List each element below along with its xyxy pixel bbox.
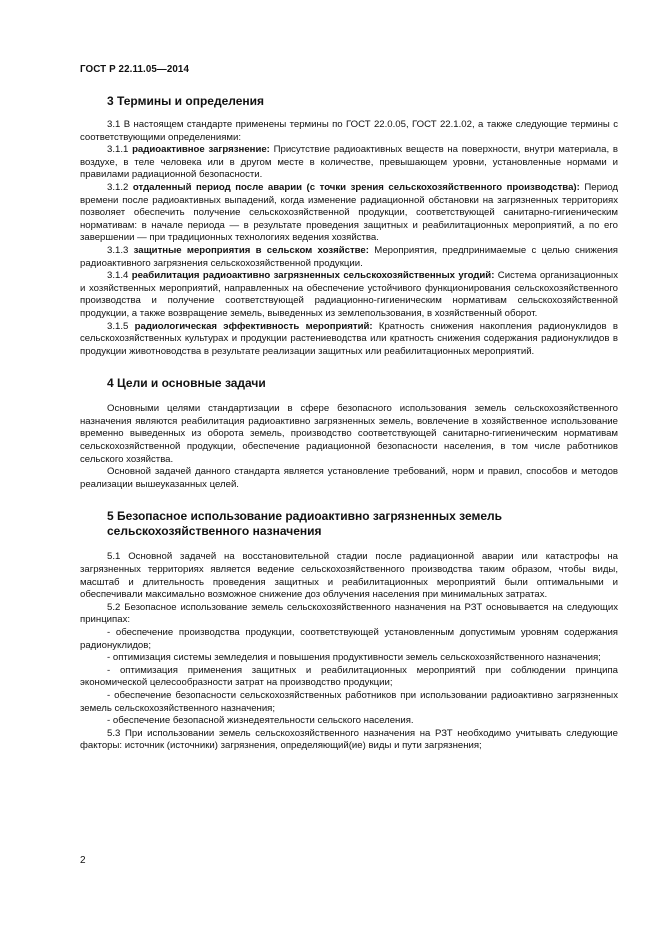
term-number: 3.1.1 (107, 144, 133, 156)
term-name: радиоактивное загрязнение: (132, 144, 270, 156)
list-item: - обеспечение производства продукции, соответствующей установленным допустимым уровням содержания радионуклидов; (80, 627, 618, 651)
term-definition: Система организационных и хозяйственных мероприятий, направленных на обеспечение устойчивого функционирования сельскохозяйственного производства и получение соответствующей радиационно-гигиеническим нормативам сельскохозяйственной продукции, а также возвращение земель, выведенных из землепользования, в хозяйственный оборот. (80, 270, 618, 319)
term-3-1-3 (80, 245, 618, 270)
section-5-title-line1: 5 Безопасное использование радиоактивно загрязненных земель (107, 509, 503, 524)
section-5-title (80, 509, 618, 539)
document-header: ГОСТ Р 22.11.05—2014 (80, 64, 190, 75)
term-number: 3.1.5 (107, 320, 135, 332)
term-name: реабилитация радиоактивно загрязненных сельскохозяйственных угодий: (131, 270, 495, 282)
paragraph-5-2: 5.2 Безопасное использование земель сельскохозяйственного назначения на РЗТ основывается на следующих принципах: (80, 601, 618, 626)
paragraph-4-1: Основными целями стандартизации в сфере безопасного использования земель сельскохозяйственного назначения являются реабилитация радиоактивно загрязненных земель, вовлечение в хозяйственное использование временно выведенных из оборота земель, производство соответствующей санитарно-гигиеническим нормативам сельскохозяйственной продукции, обеспечение радиационной безопасности населения, в том числе работников сельского хозяйства. (80, 403, 618, 465)
document-body (80, 94, 618, 753)
term-number: 3.1.2 (107, 181, 133, 193)
section-3-title: 3 Термины и определения (107, 94, 265, 108)
list-item: - оптимизация системы земледелия и повышения продуктивности земель сельскохозяйственного назначения; (107, 652, 601, 664)
term-name: защитные мероприятия в сельском хозяйстве: (133, 244, 369, 256)
term-3-1-1 (80, 144, 618, 182)
page-number: 2 (80, 855, 86, 866)
term-3-1-4 (80, 270, 618, 320)
paragraph-3-1: 3.1 В настоящем стандарте применены термины по ГОСТ 22.0.05, ГОСТ 22.1.02, а также следующие термины с соответствующими определениями: (80, 119, 618, 143)
term-definition: Присутствие радиоактивных веществ на поверхности, внутри материала, в воздухе, в теле человека или в другом месте в количестве, превышающем уровни, установленные нормами и правилами радиационной безопасности. (80, 144, 618, 181)
term-3-1-2 (80, 182, 618, 245)
paragraph-4-2: Основной задачей данного стандарта является установление требований, норм и правил, способов и методов реализации вышеуказанных целей. (80, 466, 618, 490)
paragraph-5-1: 5.1 Основной задачей на восстановительной стадии после радиационной аварии или катастрофы на загрязненных территориях является ведение сельскохозяйственного производства таким образом, чтобы виды, масштаб и длительность проведения защитных и реабилитационных мероприятий были оптимальными и обеспечивали максимально возможное снижение доз облучения населения при минимальных затратах. (80, 551, 618, 601)
term-definition: Период времени после радиоактивных выпадений, когда изменение радиационной обстановки на загрязненных территориях позволяет обеспечить получение сельскохозяйственной продукции, соответствующей санитарно-гигиеническим нормативам: в начале периода — в результате проведения защитных и реабилитационных мероприятий, а по его завершении — при традиционных технологиях ведения хозяйства. (80, 181, 618, 244)
term-definition: Кратность снижения накопления радионуклидов в сельскохозяйственных культурах и продукции растениеводства или кратность снижения содержания радионуклидов в продукции животноводства в результате реализации защитных или реабилитационных мероприятий. (80, 320, 618, 357)
paragraph-5-3: 5.3 При использовании земель сельскохозяйственного назначения на РЗТ необходимо учитывать следующие факторы: источник (источники) загрязнения, определяющий(ие) виды и пути загрязнения; (80, 727, 618, 752)
term-name: отдаленный период после аварии (с точки зрения сельскохозяйственного производства): (132, 181, 580, 193)
term-number: 3.1.3 (107, 244, 134, 256)
term-number: 3.1.4 (107, 270, 132, 282)
list-item: - обеспечение безопасности сельскохозяйственных работников при использовании радиоактивно загрязненных земель сельскохозяйственного назначения; (80, 689, 618, 714)
list-item: - обеспечение безопасной жизнедеятельности сельского населения. (107, 715, 414, 727)
section-4-title: 4 Цели и основные задачи (107, 376, 266, 391)
term-name: радиологическая эффективность мероприятий: (134, 320, 373, 332)
list-item: - оптимизация применения защитных и реабилитационных мероприятий при соблюдении принципа экономической целесообразности затрат на производство продукции; (80, 664, 618, 689)
term-3-1-5 (80, 321, 618, 359)
term-definition: Мероприятия, предпринимаемые с целью снижения радиоактивного загрязнения сельскохозяйственной продукции. (80, 244, 619, 269)
section-5-title-line2: сельскохозяйственного назначения (107, 524, 322, 539)
